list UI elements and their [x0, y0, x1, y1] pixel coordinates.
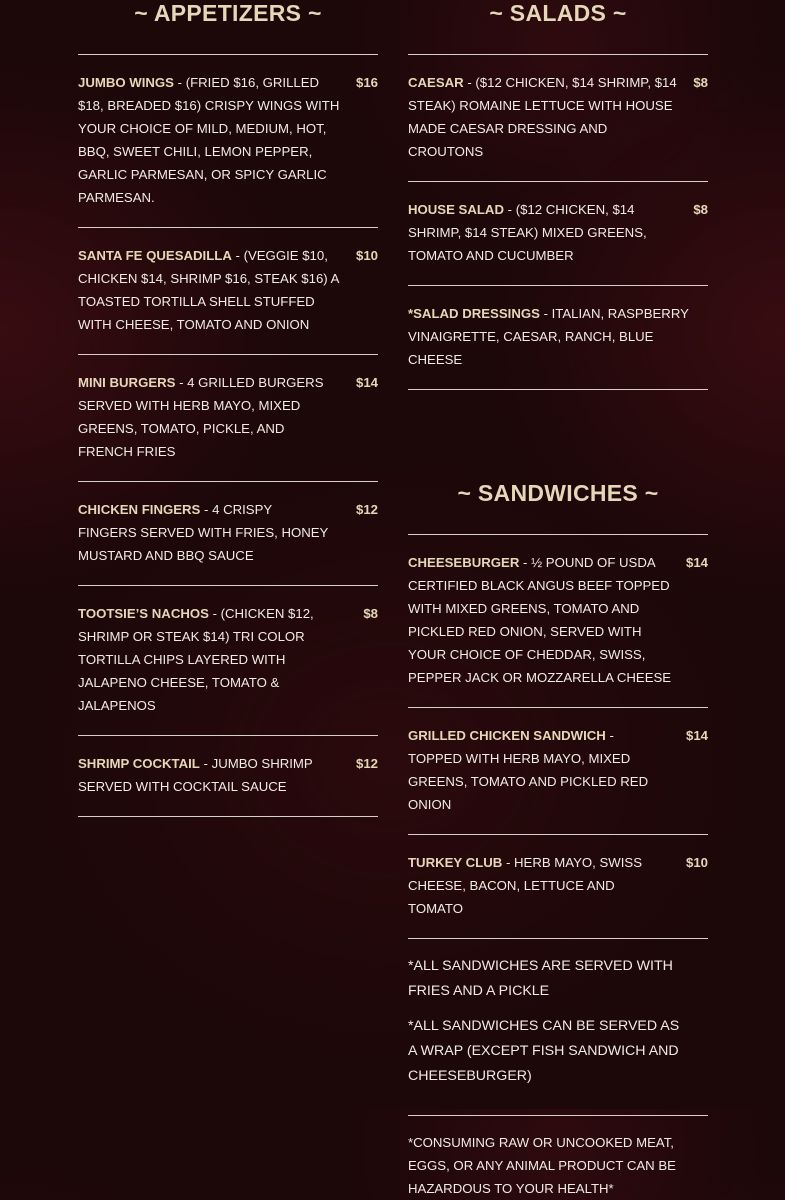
- item-description: - ½ POUND OF USDA CERTIFIED BLACK ANGUS BEEF TOPPED WITH MIXED GREENS, TOMATO AND PICKLED RED ONION, SERVED WITH YOUR CHOICE OF CHEDDAR, SWISS, PEPPER JACK OR MOZZARELLA CHEESE: [408, 555, 672, 685]
- item-description: - (CHICKEN $12, SHRIMP OR STEAK $14) TRI COLOR TORTILLA CHIPS LAYERED WITH JALAPENO CHEESE, TOMATO & JALAPENOS: [78, 606, 314, 713]
- health-disclaimer: *CONSUMING RAW OR UNCOOKED MEAT, EGGS, OR ANY ANIMAL PRODUCT CAN BE HAZARDOUS TO YOUR HEALTH*: [408, 1135, 676, 1196]
- menu-item-mini-burgers: [78, 355, 378, 482]
- item-name: SHRIMP COCKTAIL: [78, 756, 200, 771]
- menu-item-house-salad: [408, 182, 708, 286]
- menu-item-jumbo-wings: [78, 55, 378, 228]
- menu-item-salad-dressings: [408, 286, 708, 390]
- item-description: - ($12 CHICKEN, $14 SHRIMP, $14 STEAK) ROMAINE LETTUCE WITH HOUSE MADE CAESAR DRESSING AND CROUTONS: [408, 75, 677, 159]
- item-price: $8: [693, 75, 708, 90]
- item-description: - 4 GRILLED BURGERS SERVED WITH HERB MAYO, MIXED GREENS, TOMATO, PICKLE, AND FRENCH FRIES: [78, 375, 324, 459]
- item-name: SANTA FE QUESADILLA: [78, 248, 232, 263]
- item-name: TURKEY CLUB: [408, 855, 503, 870]
- item-description: - (VEGGIE $10, CHICKEN $14, SHRIMP $16, STEAK $16) A TOASTED TORTILLA SHELL STUFFED WITH CHEESE, TOMATO AND ONION: [78, 248, 339, 332]
- sandwich-note-wrap: *ALL SANDWICHES CAN BE SERVED AS A WRAP (EXCEPT FISH SANDWICH AND CHEESEBURGER): [408, 1018, 680, 1084]
- item-description: - (FRIED $16, GRILLED $18, BREADED $16) CRISPY WINGS WITH YOUR CHOICE OF MILD, MEDIUM, HOT, BBQ, SWEET CHILI, LEMON PEPPER, GARLIC PARMESAN, OR SPICY GARLIC PARMESAN.: [78, 75, 340, 205]
- item-description: - HERB MAYO, SWISS CHEESE, BACON, LETTUCE AND TOMATO: [408, 855, 642, 916]
- item-name: CHICKEN FINGERS: [78, 502, 201, 517]
- item-price: $8: [693, 202, 708, 217]
- item-price: $12: [355, 502, 378, 517]
- salads-sandwiches-column: [408, 0, 708, 1200]
- item-price: $10: [685, 855, 708, 870]
- item-price: $14: [685, 728, 708, 743]
- menu-item-tootsies-nachos: [78, 586, 378, 736]
- sandwiches-title: ~ SANDWICHES ~: [457, 480, 659, 506]
- item-description: - JUMBO SHRIMP SERVED WITH COCKTAIL SAUCE: [78, 756, 313, 794]
- item-price: $12: [355, 756, 378, 771]
- menu-item-caesar: [408, 55, 708, 182]
- sandwich-notes: [408, 939, 708, 1116]
- item-name: TOOTSIE’S NACHOS: [78, 606, 209, 621]
- item-name: CAESAR: [408, 75, 464, 90]
- item-price: $10: [355, 248, 378, 263]
- item-price: $16: [355, 75, 378, 90]
- item-description: - ($12 CHICKEN, $14 SHRIMP, $14 STEAK) MIXED GREENS, TOMATO AND CUCUMBER: [408, 202, 647, 263]
- menu-item-chicken-fingers: [78, 482, 378, 586]
- item-name: *SALAD DRESSINGS: [408, 306, 540, 321]
- item-description: - ITALIAN, RASPBERRY VINAIGRETTE, CAESAR, RANCH, BLUE CHEESE: [408, 306, 689, 367]
- appetizers-column: [78, 0, 378, 817]
- menu-item-turkey-club: [408, 835, 708, 939]
- menu-item-cheeseburger: [408, 535, 708, 708]
- item-name: MINI BURGERS: [78, 375, 176, 390]
- item-price: $14: [355, 375, 378, 390]
- item-price: $8: [363, 606, 378, 621]
- appetizers-title: ~ APPETIZERS ~: [134, 0, 322, 26]
- salads-title: ~ SALADS ~: [489, 0, 627, 26]
- item-name: JUMBO WINGS: [78, 75, 174, 90]
- menu-item-shrimp-cocktail: [78, 736, 378, 817]
- item-description: - TOPPED WITH HERB MAYO, MIXED GREENS, TOMATO AND PICKLED RED ONION: [408, 728, 649, 812]
- item-name: GRILLED CHICKEN SANDWICH: [408, 728, 606, 743]
- item-description: - 4 CRISPY FINGERS SERVED WITH FRIES, HONEY MUSTARD AND BBQ SAUCE: [78, 502, 329, 563]
- item-name: HOUSE SALAD: [408, 202, 504, 217]
- sandwich-note-fries: *ALL SANDWICHES ARE SERVED WITH FRIES AND A PICKLE: [408, 958, 673, 999]
- menu-item-grilled-chicken-sandwich: [408, 708, 708, 835]
- menu-item-santa-fe-quesadilla: [78, 228, 378, 355]
- item-price: $14: [685, 555, 708, 570]
- item-name: CHEESEBURGER: [408, 555, 520, 570]
